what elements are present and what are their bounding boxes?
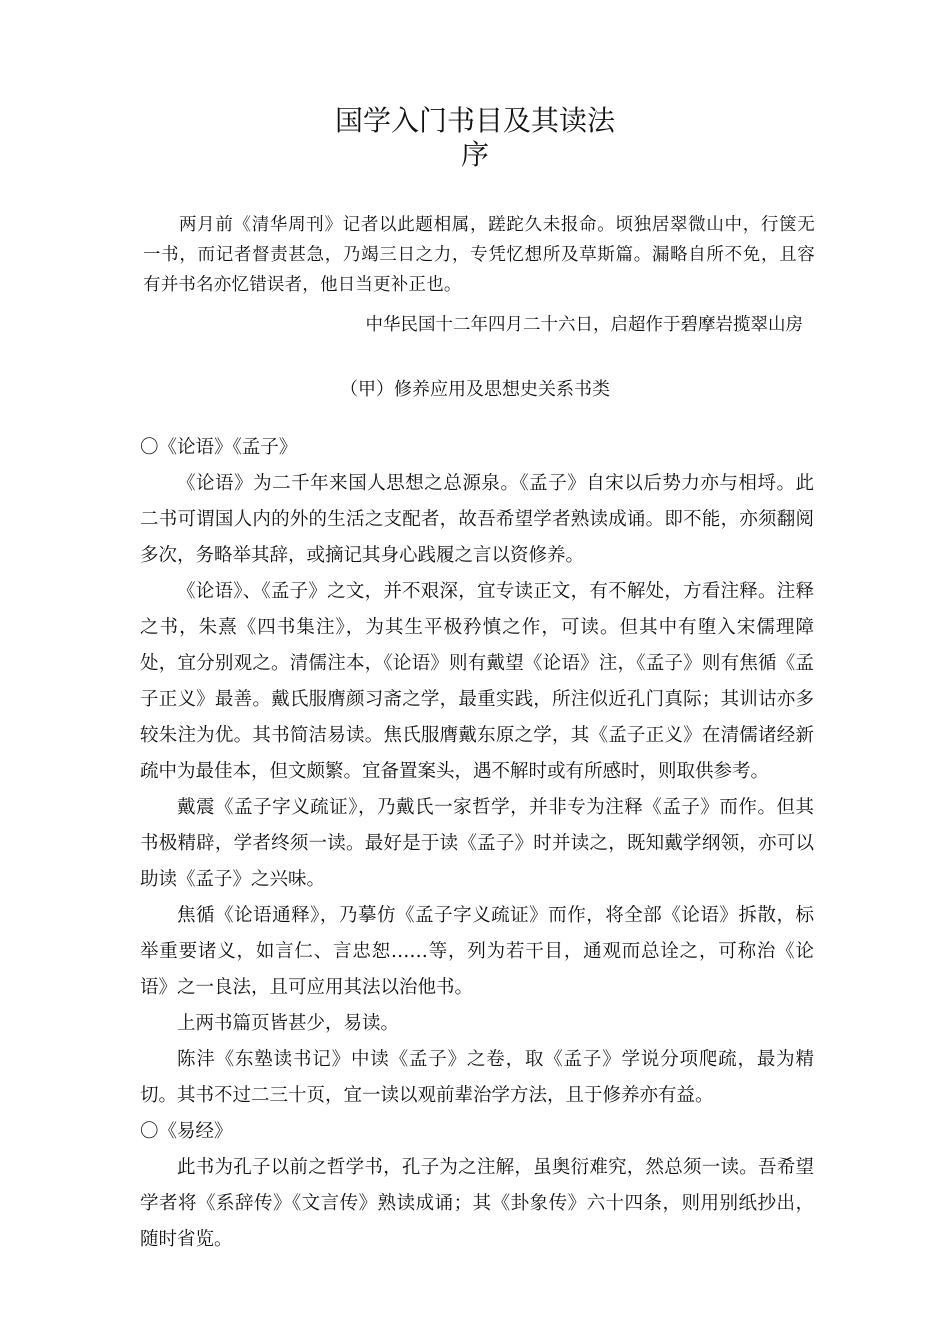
body-paragraph: 戴震《孟子字义疏证》，乃戴氏一家哲学，并非专为注释《孟子》而作。但其书极精辟，学者终须一读。最好是于读《孟子》时并读之，既知戴学纲领，亦可以助读《孟子》之兴味。 bbox=[140, 797, 814, 890]
body-text bbox=[140, 430, 814, 1258]
body-paragraph: 此书为孔子以前之哲学书，孔子为之注解，虽奥衍难究，然总须一读。吾希望学者将《系辞传》《文言传》熟读成诵；其《卦象传》六十四条，则用别纸抄出，随时省览。 bbox=[140, 1157, 814, 1250]
preface-signature: 中华民国十二年四月二十六日，启超作于碧摩岩揽翠山房 bbox=[365, 315, 803, 335]
body-paragraph: 上两书篇页皆甚少，易读。 bbox=[177, 1013, 400, 1034]
preface-paragraph: 两月前《清华周刊》记者以此题相属，蹉跎久未报命。顷独居翠微山中，行箧无一书，而记者督责甚急，乃竭三日之力，专凭忆想所及草斯篇。漏略自所不免，且容有并书名亦忆错误者，他日当更补正也。 bbox=[143, 215, 815, 295]
section-heading: （甲）修养应用及思想史关系书类 bbox=[340, 379, 610, 400]
page-subtitle: 序 bbox=[460, 138, 489, 171]
body-paragraph: 陈沣《东塾读书记》中读《孟子》之卷，取《孟子》学说分项爬疏，最为精切。其书不过二三十页，宜一读以观前辈治学方法，且于修养亦有益。 bbox=[140, 1049, 814, 1106]
page-title: 国学入门书目及其读法 bbox=[334, 104, 615, 137]
entry-heading: 〇《易经》 bbox=[140, 1121, 233, 1142]
entry-heading: 〇《论语》《孟子》 bbox=[140, 437, 298, 458]
body-paragraph: 焦循《论语通释》，乃摹仿《孟子字义疏证》而作，将全部《论语》拆散，标举重要诸义，如言仁、言忠恕……等，列为若干目，通观而总诠之，可称治《论语》之一良法，且可应用其法以治他书。 bbox=[140, 905, 814, 998]
body-paragraph: 《论语》为二千年来国人思想之总源泉。《孟子》自宋以后势力亦与相埒。此二书可谓国人内的外的生活之支配者，故吾希望学者熟读成诵。即不能，亦须翻阅多次，务略举其辞，或摘记其身心践履之言以资修养。 bbox=[140, 473, 814, 566]
body-paragraph: 《论语》、《孟子》之文，并不艰深，宜专读正文，有不解处，方看注释。注释之书，朱熹《四书集注》，为其生平极矜慎之作，可读。但其中有堕入宋儒理障处，宜分别观之。清儒注本，《论语》则有戴望《论语》注，《孟子》则有焦循《孟子正义》最善。戴氏服膺颜习斋之学，最重实践，所注似近孔门真际；其训诂亦多较朱注为优。其书简洁易读。焦氏服膺戴东原之学，其《孟子正义》在清儒诸经新疏中为最佳本，但文颇繁。宜备置案头，遇不解时或有所感时，则取供参考。 bbox=[140, 581, 814, 782]
